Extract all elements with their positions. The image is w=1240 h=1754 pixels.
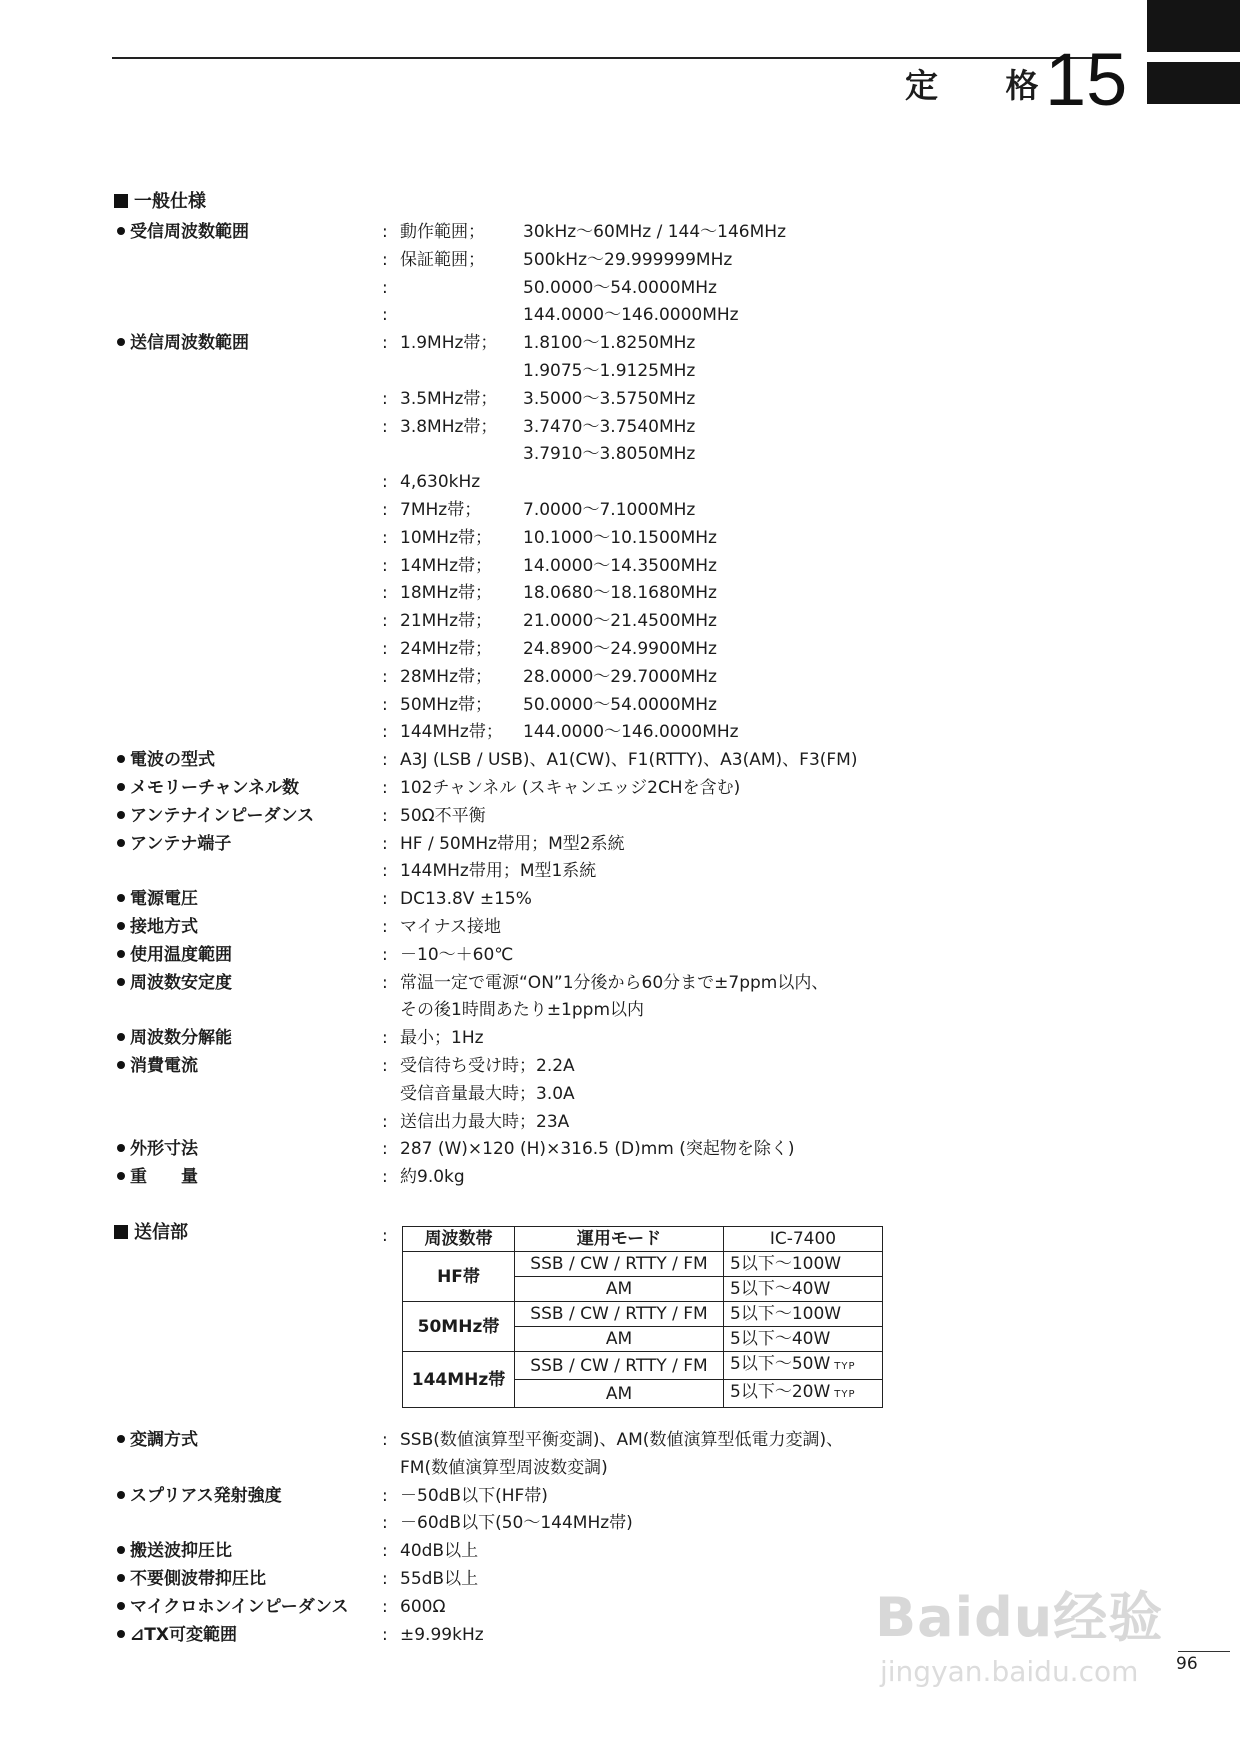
- spec-colon: :: [382, 944, 388, 965]
- power-value: 5以下～50W: [730, 1354, 831, 1374]
- typ-note: TYP: [834, 1361, 856, 1372]
- spec-range-value: 500kHz～29.999999MHz: [523, 249, 733, 270]
- spec-range-prefix: 保証範囲；: [400, 249, 485, 270]
- spec-label-text: 重 量: [130, 1167, 198, 1188]
- bullet-icon: [117, 1144, 125, 1152]
- spec-value: 50Ω不平衡: [400, 805, 486, 826]
- spec-range-value: 28.0000～29.7000MHz: [523, 666, 717, 687]
- spec-range-value: 3.7910～3.8050MHz: [523, 444, 696, 465]
- spec-range-value: 24.8900～24.9900MHz: [523, 639, 717, 659]
- bullet-icon: [117, 839, 125, 847]
- spec-range-prefix: 28MHz帯；: [400, 666, 493, 687]
- table-cell-mode: AM: [515, 1277, 724, 1302]
- spec-value: 受信音量最大時；3.0A: [400, 1083, 575, 1104]
- spec-label-text: 搬送波抑圧比: [130, 1541, 232, 1562]
- spec-range-value: 3.7470～3.7540MHz: [523, 416, 696, 437]
- spec-colon: :: [382, 1513, 388, 1534]
- section-transmitter-heading: [114, 1221, 188, 1245]
- spec-row: [0, 1135, 1240, 1163]
- bullet-icon: [117, 1033, 125, 1041]
- power-value: 5以下～40W: [730, 1279, 831, 1299]
- spec-value: 144MHz帯用；M型1系統: [400, 861, 597, 882]
- spec-colon: :: [382, 333, 388, 354]
- spec-label-text: 変調方式: [130, 1430, 198, 1450]
- spec-label-text: 送信周波数範囲: [130, 333, 249, 354]
- spec-row: [0, 1163, 1240, 1191]
- spec-row: [0, 1537, 1240, 1565]
- spec-label: [117, 1024, 232, 1052]
- spec-row: [0, 635, 1240, 663]
- table-cell-power: [724, 1302, 883, 1327]
- spec-label: [117, 1052, 198, 1080]
- spec-row: [0, 1454, 1240, 1482]
- spec-colon: :: [382, 917, 388, 937]
- spec-value: 600Ω: [400, 1596, 446, 1617]
- bullet-icon: [117, 783, 125, 791]
- spec-colon: :: [382, 416, 388, 437]
- spec-range-value: 21.0000～21.4500MHz: [523, 611, 717, 632]
- spec-value: 約9.0kg: [400, 1167, 465, 1188]
- spec-value: 最小；1Hz: [400, 1028, 484, 1049]
- bullet-icon: [117, 1172, 125, 1180]
- spec-row: [0, 663, 1240, 691]
- spec-range-value: 1.8100～1.8250MHz: [523, 333, 696, 354]
- table-cell-power: [724, 1277, 883, 1302]
- spec-value: FM(数値演算型周波数変調): [400, 1457, 608, 1478]
- spec-colon: :: [382, 611, 388, 632]
- spec-colon: :: [382, 388, 388, 409]
- table-cell-band: 144MHz帯: [403, 1352, 515, 1408]
- bullet-icon: [117, 950, 125, 958]
- spec-colon: :: [382, 666, 388, 687]
- spec-row: [0, 885, 1240, 913]
- section-general-heading: [114, 190, 206, 214]
- bullet-icon: [117, 755, 125, 763]
- spec-row: [0, 496, 1240, 524]
- spec-label: [117, 969, 232, 997]
- spec-label-text: 電波の型式: [130, 750, 215, 771]
- spec-row: [0, 802, 1240, 830]
- spec-value: SSB(数値演算型平衡変調)、AM(数値演算型低電力変調)、: [400, 1430, 844, 1450]
- spec-colon: :: [382, 1541, 388, 1562]
- bullet-icon: [117, 1061, 125, 1069]
- watermark-url: jingyan.baidu.com: [880, 1655, 1139, 1688]
- spec-label-text: 接地方式: [130, 917, 198, 937]
- power-value: 5以下～40W: [730, 1329, 831, 1349]
- spec-label: [117, 1135, 198, 1163]
- spec-row: [0, 913, 1240, 941]
- table-header-mode: 運用モード: [515, 1227, 724, 1252]
- spec-label-text: 消費電流: [130, 1056, 198, 1076]
- spec-colon: :: [382, 722, 388, 743]
- spec-row: [0, 941, 1240, 969]
- typ-note: TYP: [834, 1389, 856, 1400]
- header-rule: [112, 57, 1117, 59]
- spec-colon: :: [382, 472, 388, 493]
- spec-row: [0, 524, 1240, 552]
- spec-label-text: ⊿TX可変範囲: [130, 1624, 237, 1645]
- spec-colon: :: [382, 500, 388, 520]
- table-cell-band: HF帯: [403, 1252, 515, 1302]
- power-value: 5以下～100W: [730, 1254, 842, 1274]
- watermark-logo: Baidu经验: [875, 1586, 1164, 1649]
- power-value: 5以下～100W: [730, 1304, 842, 1324]
- spec-label: [117, 1565, 266, 1593]
- spec-range-value: 18.0680～18.1680MHz: [523, 583, 717, 604]
- spec-label: [117, 802, 314, 830]
- spec-range-value: 10.1000～10.1500MHz: [523, 527, 717, 548]
- spec-colon: :: [382, 694, 388, 715]
- spec-value: 287 (W)×120 (H)×316.5 (D)mm (突起物を除く): [400, 1139, 795, 1160]
- spec-value: DC13.8V ±15%: [400, 889, 532, 910]
- spec-row: [0, 274, 1240, 302]
- spec-range-value: 50.0000～54.0000MHz: [523, 277, 717, 298]
- spec-range-value: 30kHz～60MHz / 144～146MHz: [523, 222, 786, 242]
- spec-label: [117, 774, 299, 802]
- spec-colon: :: [382, 1028, 388, 1049]
- spec-value: 受信待ち受け時；2.2A: [400, 1056, 575, 1076]
- spec-value: HF / 50MHz帯用；M型2系統: [400, 833, 625, 854]
- spec-range-prefix: 24MHz帯；: [400, 639, 493, 659]
- bullet-icon: [117, 978, 125, 986]
- square-bullet-icon: [114, 194, 128, 208]
- spec-value: 常温一定で電源“ON”1分後から60分まで±7ppm以内、: [400, 972, 829, 993]
- spec-value: その後1時間あたり±1ppm以内: [400, 1000, 645, 1021]
- spec-colon: :: [382, 1226, 388, 1246]
- spec-row: [0, 718, 1240, 746]
- spec-row: [0, 385, 1240, 413]
- spec-row: [0, 1024, 1240, 1052]
- spec-range-value: 14.0000～14.3500MHz: [523, 555, 717, 576]
- spec-colon: :: [382, 1596, 388, 1617]
- spec-label: [117, 1163, 198, 1191]
- spec-range-prefix: 7MHz帯；: [400, 500, 482, 520]
- bullet-icon: [117, 1574, 125, 1582]
- square-bullet-icon: [114, 1225, 128, 1239]
- spec-range-prefix: 21MHz帯；: [400, 611, 493, 632]
- spec-row: [0, 691, 1240, 719]
- chapter-title: 定 格: [905, 66, 1067, 105]
- spec-colon: :: [382, 1624, 388, 1645]
- spec-label-text: 受信周波数範囲: [130, 222, 249, 242]
- spec-range-prefix: 10MHz帯；: [400, 527, 493, 548]
- spec-colon: :: [382, 861, 388, 882]
- spec-label: [117, 1482, 282, 1510]
- bullet-icon: [117, 227, 125, 235]
- table-row: [403, 1302, 883, 1327]
- spec-label: [117, 329, 249, 357]
- spec-label: [117, 941, 232, 969]
- spec-range-prefix: 50MHz帯；: [400, 694, 493, 715]
- table-cell-mode: SSB / CW / RTTY / FM: [515, 1302, 724, 1327]
- spec-label-text: アンテナ端子: [130, 833, 232, 854]
- chapter-tab-bottom: [1147, 62, 1240, 104]
- spec-row: [0, 413, 1240, 441]
- spec-colon: :: [382, 1430, 388, 1450]
- spec-row: [0, 301, 1240, 329]
- spec-range-prefix: 144MHz帯；: [400, 722, 503, 743]
- spec-colon: :: [382, 1139, 388, 1160]
- spec-colon: :: [382, 639, 388, 659]
- table-cell-power: [724, 1252, 883, 1277]
- spec-label-text: 外形寸法: [130, 1139, 198, 1160]
- spec-label-text: 周波数安定度: [130, 972, 232, 993]
- spec-row: [0, 357, 1240, 385]
- power-value: 5以下～20W: [730, 1382, 831, 1402]
- spec-label: [117, 913, 198, 941]
- spec-colon: :: [382, 583, 388, 604]
- spec-colon: :: [382, 277, 388, 298]
- spec-value: 40dB以上: [400, 1541, 479, 1562]
- spec-range-value: 144.0000～146.0000MHz: [523, 722, 739, 743]
- spec-range-value: 7.0000～7.1000MHz: [523, 500, 696, 520]
- spec-label: [117, 1537, 232, 1565]
- bullet-icon: [117, 922, 125, 930]
- table-cell-mode: AM: [515, 1380, 724, 1408]
- spec-row: [0, 1426, 1240, 1454]
- spec-colon: :: [382, 527, 388, 548]
- spec-value: 送信出力最大時；23A: [400, 1111, 570, 1132]
- bullet-icon: [117, 1546, 125, 1554]
- table-cell-power: [724, 1380, 883, 1408]
- spec-label-text: マイクロホンインピーダンス: [130, 1596, 349, 1617]
- bullet-icon: [117, 811, 125, 819]
- spec-colon: :: [382, 778, 388, 798]
- spec-colon: :: [382, 249, 388, 270]
- spec-row: [0, 746, 1240, 774]
- spec-value: A3J (LSB / USB)、A1(CW)、F1(RTTY)、A3(AM)、F3(FM): [400, 750, 858, 771]
- table-cell-power: [724, 1327, 883, 1352]
- spec-row: [0, 552, 1240, 580]
- table-cell-power: [724, 1352, 883, 1380]
- bullet-icon: [117, 1630, 125, 1638]
- spec-value: ±9.99kHz: [400, 1624, 484, 1645]
- bullet-icon: [117, 1435, 125, 1443]
- spec-colon: :: [382, 805, 388, 826]
- transmit-power-table: [402, 1226, 883, 1408]
- bullet-icon: [117, 1602, 125, 1610]
- spec-label: [117, 885, 198, 913]
- table-header-model: IC-7400: [724, 1227, 883, 1252]
- spec-row: [0, 857, 1240, 885]
- spec-colon: :: [382, 833, 388, 854]
- spec-label-text: 使用温度範囲: [130, 944, 232, 965]
- spec-range-prefix: 4,630kHz: [400, 472, 481, 493]
- section-transmitter-title: 送信部: [134, 1222, 188, 1243]
- spec-value: 102チャンネル (スキャンエッジ2CHを含む): [400, 778, 741, 798]
- spec-row: [0, 1509, 1240, 1537]
- spec-colon: :: [382, 1569, 388, 1589]
- spec-value: －50dB以下(HF帯): [400, 1485, 548, 1506]
- spec-label-text: 不要側波帯抑圧比: [130, 1569, 266, 1589]
- spec-value: －10～＋60℃: [400, 944, 514, 965]
- spec-range-prefix: 1.9MHz帯；: [400, 333, 498, 354]
- table-row: [403, 1352, 883, 1380]
- spec-label-text: スプリアス発射強度: [130, 1485, 282, 1506]
- spec-label-text: 周波数分解能: [130, 1028, 232, 1049]
- spec-colon: :: [382, 222, 388, 242]
- spec-value: 55dB以上: [400, 1569, 479, 1589]
- spec-range-value: 3.5000～3.5750MHz: [523, 388, 696, 409]
- spec-row: [0, 1080, 1240, 1108]
- spec-row: [0, 607, 1240, 635]
- spec-label: [117, 1426, 198, 1454]
- spec-label-text: 電源電圧: [130, 889, 198, 910]
- spec-row: [0, 218, 1240, 246]
- spec-row: [0, 468, 1240, 496]
- spec-row: [0, 774, 1240, 802]
- spec-colon: :: [382, 1056, 388, 1076]
- spec-colon: :: [382, 305, 388, 326]
- spec-row: [0, 579, 1240, 607]
- spec-range-value: 50.0000～54.0000MHz: [523, 694, 717, 715]
- spec-value: マイナス接地: [400, 917, 501, 937]
- spec-colon: :: [382, 1111, 388, 1132]
- spec-label-text: メモリーチャンネル数: [130, 778, 299, 798]
- bullet-icon: [117, 1491, 125, 1499]
- spec-row: [0, 329, 1240, 357]
- section-general-title: 一般仕様: [134, 191, 206, 212]
- spec-row: [0, 996, 1240, 1024]
- spec-range-prefix: 3.8MHz帯；: [400, 416, 498, 437]
- spec-range-prefix: 14MHz帯；: [400, 555, 493, 576]
- spec-colon: :: [382, 1485, 388, 1506]
- spec-range-prefix: 18MHz帯；: [400, 583, 493, 604]
- spec-row: [0, 246, 1240, 274]
- spec-row: [0, 1052, 1240, 1080]
- spec-row: [0, 440, 1240, 468]
- spec-range-prefix: 動作範囲；: [400, 222, 485, 242]
- page-number: 96: [1176, 1654, 1198, 1674]
- table-cell-mode: SSB / CW / RTTY / FM: [515, 1252, 724, 1277]
- spec-label: [117, 1593, 348, 1621]
- spec-range-value: 1.9075～1.9125MHz: [523, 361, 696, 381]
- spec-range-prefix: 3.5MHz帯；: [400, 388, 498, 409]
- table-header-band: 周波数帯: [403, 1227, 515, 1252]
- chapter-number: 15: [1045, 38, 1128, 121]
- spec-label-text: アンテナインピーダンス: [130, 805, 315, 826]
- spec-row: [0, 1108, 1240, 1136]
- spec-range-value: 144.0000～146.0000MHz: [523, 305, 739, 326]
- spec-label: [117, 830, 231, 858]
- spec-row: [0, 1482, 1240, 1510]
- table-cell-band: 50MHz帯: [403, 1302, 515, 1352]
- spec-label: [117, 218, 249, 246]
- spec-row: [0, 830, 1240, 858]
- spec-label: [117, 1621, 237, 1649]
- spec-colon: :: [382, 972, 388, 993]
- table-cell-mode: AM: [515, 1327, 724, 1352]
- chapter-tab-top: [1147, 0, 1240, 52]
- bullet-icon: [117, 894, 125, 902]
- table-cell-mode: SSB / CW / RTTY / FM: [515, 1352, 724, 1380]
- spec-colon: :: [382, 1167, 388, 1188]
- spec-label: [117, 746, 215, 774]
- spec-row: [0, 969, 1240, 997]
- table-row: [403, 1252, 883, 1277]
- spec-colon: :: [382, 889, 388, 910]
- bullet-icon: [117, 338, 125, 346]
- table-header-row: [403, 1227, 883, 1252]
- spec-colon: :: [382, 555, 388, 576]
- spec-value: －60dB以下(50～144MHz帯): [400, 1513, 633, 1534]
- spec-colon: :: [382, 750, 388, 771]
